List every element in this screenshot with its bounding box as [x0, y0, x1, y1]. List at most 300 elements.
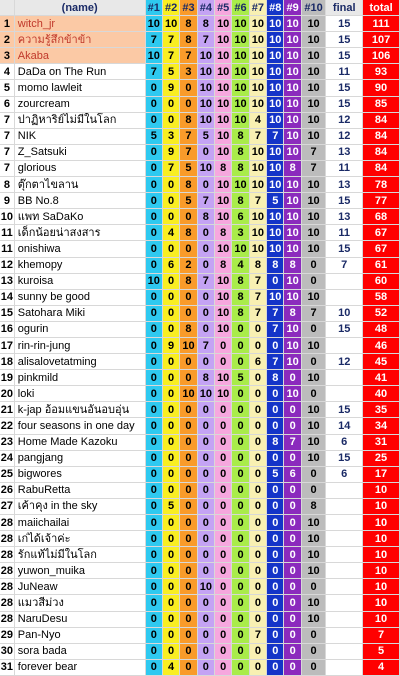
round-score: 0 [232, 386, 249, 402]
final-score [326, 386, 363, 402]
round-score: 0 [180, 531, 197, 547]
player-name: khemopy [14, 257, 145, 273]
round-score: 10 [267, 80, 284, 96]
round-score: 7 [301, 144, 326, 160]
rank-cell: 29 [0, 627, 14, 643]
round-score: 10 [301, 595, 326, 611]
round-score: 10 [215, 241, 232, 257]
player-name: k-jap อ้อมแขนอันอบอุ่น [14, 402, 145, 418]
final-score: 13 [326, 177, 363, 193]
final-score: 10 [326, 305, 363, 321]
table-row [0, 144, 400, 160]
round-score: 0 [284, 482, 301, 498]
round-score: 10 [267, 64, 284, 80]
total-score: 111 [363, 16, 400, 32]
round-score: 0 [197, 321, 214, 337]
round-score: 0 [232, 547, 249, 563]
table-row [0, 627, 400, 643]
round-score: 8 [267, 257, 284, 273]
round-score: 10 [301, 96, 326, 112]
round-score: 10 [215, 96, 232, 112]
player-name: Z_Satsuki [14, 144, 145, 160]
table-row [0, 563, 400, 579]
round-score: 0 [301, 466, 326, 482]
final-score [326, 547, 363, 563]
total-score: 10 [363, 611, 400, 627]
round-score: 10 [267, 225, 284, 241]
round-score: 8 [180, 32, 197, 48]
round-score: 0 [267, 498, 284, 514]
round-score: 0 [249, 531, 266, 547]
round-score: 10 [215, 112, 232, 128]
player-name: แมวสีม่วง [14, 595, 145, 611]
round-score: 0 [180, 209, 197, 225]
round-score: 0 [197, 466, 214, 482]
round-score: 0 [197, 515, 214, 531]
final-score: 15 [326, 241, 363, 257]
player-name: sora bada [14, 643, 145, 659]
round-score: 0 [284, 515, 301, 531]
round-score: 0 [145, 498, 162, 514]
round-score: 0 [215, 531, 232, 547]
round-score: 10 [284, 321, 301, 337]
round-score: 0 [284, 659, 301, 675]
player-name: bigwores [14, 466, 145, 482]
player-name: forever bear [14, 659, 145, 675]
round-score: 10 [249, 160, 266, 176]
total-score: 67 [363, 241, 400, 257]
final-score [326, 337, 363, 353]
total-score: 90 [363, 80, 400, 96]
table-row [0, 177, 400, 193]
round-score: 8 [284, 305, 301, 321]
round-score: 5 [180, 193, 197, 209]
round-score: 10 [232, 64, 249, 80]
round-score: 10 [301, 80, 326, 96]
round-score: 0 [284, 450, 301, 466]
round-score: 0 [145, 386, 162, 402]
round-score: 7 [301, 160, 326, 176]
round-score: 10 [267, 160, 284, 176]
final-score [326, 482, 363, 498]
round-score: 10 [284, 177, 301, 193]
round-score: 7 [284, 434, 301, 450]
round-score: 0 [180, 96, 197, 112]
round-score: 0 [249, 547, 266, 563]
round-score: 0 [301, 386, 326, 402]
table-body [0, 16, 400, 676]
table-row [0, 257, 400, 273]
round-score: 0 [215, 627, 232, 643]
total-score: 25 [363, 450, 400, 466]
round-score: 0 [215, 547, 232, 563]
round-score: 0 [180, 402, 197, 418]
total-score: 67 [363, 225, 400, 241]
round-score: 0 [180, 289, 197, 305]
player-name: รักแท้ไม่มีในโลก [14, 547, 145, 563]
round-score: 5 [267, 466, 284, 482]
player-name: glorious [14, 160, 145, 176]
round-score: 0 [162, 611, 179, 627]
final-score [326, 515, 363, 531]
round-score: 10 [301, 209, 326, 225]
round-score: 0 [215, 595, 232, 611]
round-score: 0 [180, 482, 197, 498]
round-score: 0 [232, 531, 249, 547]
round-score: 7 [301, 305, 326, 321]
round-score: 10 [301, 370, 326, 386]
rank-cell: 15 [0, 305, 14, 321]
round-score: 0 [232, 337, 249, 353]
round-score: 0 [267, 402, 284, 418]
round-score: 0 [145, 482, 162, 498]
round-score: 0 [145, 627, 162, 643]
final-score: 12 [326, 354, 363, 370]
round-score: 0 [249, 466, 266, 482]
round-score: 0 [267, 273, 284, 289]
player-name: rin-rin-jung [14, 337, 145, 353]
player-name: zourcream [14, 96, 145, 112]
round-score: 10 [301, 177, 326, 193]
round-score: 0 [249, 579, 266, 595]
round-score: 7 [249, 289, 266, 305]
round-score: 0 [145, 579, 162, 595]
rank-cell: 28 [0, 531, 14, 547]
round-score: 0 [232, 498, 249, 514]
final-header: final [326, 0, 363, 16]
round-score: 9 [162, 80, 179, 96]
rank-cell: 30 [0, 643, 14, 659]
round-score: 0 [249, 498, 266, 514]
total-score: 4 [363, 659, 400, 675]
table-row [0, 531, 400, 547]
round-score: 0 [232, 450, 249, 466]
round-score: 10 [284, 289, 301, 305]
player-name: ปาฏิหาริย์ไม่มีในโลก [14, 112, 145, 128]
round-score: 7 [249, 305, 266, 321]
round-score: 7 [180, 144, 197, 160]
round-score: 7 [267, 128, 284, 144]
table-row [0, 547, 400, 563]
round-score: 8 [284, 160, 301, 176]
round-score: 10 [232, 112, 249, 128]
round-score: 8 [301, 498, 326, 514]
round-score: 10 [284, 193, 301, 209]
round-score: 0 [232, 611, 249, 627]
round-score: 0 [215, 482, 232, 498]
round-score: 0 [249, 370, 266, 386]
round-score: 0 [284, 418, 301, 434]
round-score: 0 [249, 321, 266, 337]
round-score: 0 [267, 531, 284, 547]
round-score: 0 [284, 611, 301, 627]
rank-cell: 28 [0, 515, 14, 531]
round-score: 0 [145, 337, 162, 353]
table-row [0, 80, 400, 96]
rank-cell: 24 [0, 450, 14, 466]
round-score: 0 [180, 611, 197, 627]
final-score [326, 659, 363, 675]
round-score: 10 [215, 193, 232, 209]
round-score: 0 [215, 515, 232, 531]
round-score: 0 [284, 627, 301, 643]
total-score: 58 [363, 289, 400, 305]
round-score: 0 [301, 257, 326, 273]
round-score: 0 [180, 305, 197, 321]
round-score: 0 [284, 595, 301, 611]
round-score: 0 [232, 354, 249, 370]
round-score: 10 [215, 386, 232, 402]
round-score: 0 [145, 531, 162, 547]
round-header: #9 [284, 0, 301, 16]
player-name: witch_jr [14, 16, 145, 32]
round-score: 10 [197, 579, 214, 595]
round-score: 0 [197, 450, 214, 466]
round-score: 0 [162, 289, 179, 305]
round-score: 0 [215, 418, 232, 434]
round-score: 7 [267, 321, 284, 337]
round-score: 10 [267, 289, 284, 305]
round-score: 10 [232, 32, 249, 48]
round-score: 0 [197, 241, 214, 257]
round-score: 10 [301, 289, 326, 305]
round-score: 0 [180, 579, 197, 595]
round-score: 7 [180, 48, 197, 64]
round-score: 0 [197, 595, 214, 611]
round-score: 0 [197, 289, 214, 305]
round-score: 0 [232, 515, 249, 531]
round-score: 10 [301, 418, 326, 434]
round-score: 10 [284, 112, 301, 128]
table-row [0, 354, 400, 370]
rank-cell: 1 [0, 16, 14, 32]
round-score: 3 [162, 128, 179, 144]
round-score: 0 [215, 466, 232, 482]
round-score: 10 [267, 112, 284, 128]
rank-cell: 5 [0, 80, 14, 96]
final-score: 6 [326, 434, 363, 450]
round-score: 0 [215, 337, 232, 353]
rank-cell: 7 [0, 112, 14, 128]
round-score: 0 [197, 659, 214, 675]
round-score: 0 [301, 354, 326, 370]
player-name: yuwon_muika [14, 563, 145, 579]
table-row [0, 225, 400, 241]
round-score: 10 [267, 32, 284, 48]
round-score: 0 [197, 354, 214, 370]
round-score: 10 [301, 64, 326, 80]
final-score [326, 563, 363, 579]
round-score: 8 [215, 160, 232, 176]
final-score [326, 370, 363, 386]
round-score: 10 [284, 209, 301, 225]
round-score: 4 [249, 112, 266, 128]
round-score: 0 [267, 482, 284, 498]
player-name: JuNeaw [14, 579, 145, 595]
rank-cell: 28 [0, 547, 14, 563]
round-score: 0 [180, 370, 197, 386]
rank-cell: 13 [0, 273, 14, 289]
rank-cell: 22 [0, 418, 14, 434]
table-row [0, 321, 400, 337]
round-score: 0 [162, 96, 179, 112]
round-score: 0 [145, 80, 162, 96]
round-score: 10 [145, 273, 162, 289]
player-name: kuroisa [14, 273, 145, 289]
round-score: 0 [267, 627, 284, 643]
final-score: 15 [326, 32, 363, 48]
rank-cell: 26 [0, 482, 14, 498]
total-score: 106 [363, 48, 400, 64]
player-name: NaruDesu [14, 611, 145, 627]
round-score: 10 [232, 48, 249, 64]
round-score: 0 [180, 515, 197, 531]
total-score: 84 [363, 160, 400, 176]
round-score: 0 [232, 482, 249, 498]
final-score [326, 273, 363, 289]
total-score: 84 [363, 112, 400, 128]
round-score: 10 [267, 48, 284, 64]
round-score: 0 [232, 595, 249, 611]
round-score: 5 [145, 128, 162, 144]
round-score: 0 [180, 450, 197, 466]
rank-cell: 18 [0, 354, 14, 370]
total-score: 10 [363, 595, 400, 611]
round-score: 8 [232, 128, 249, 144]
round-header: #8 [267, 0, 284, 16]
round-score: 8 [232, 273, 249, 289]
header-row [0, 0, 400, 16]
round-score: 10 [284, 48, 301, 64]
total-score: 46 [363, 337, 400, 353]
round-score: 10 [232, 96, 249, 112]
round-score: 10 [232, 16, 249, 32]
round-score: 7 [162, 32, 179, 48]
player-name: NIK [14, 128, 145, 144]
final-score [326, 595, 363, 611]
round-score: 0 [197, 498, 214, 514]
table-row [0, 386, 400, 402]
final-score: 15 [326, 96, 363, 112]
round-score: 8 [232, 289, 249, 305]
round-score: 0 [197, 305, 214, 321]
round-score: 0 [162, 547, 179, 563]
round-score: 0 [284, 531, 301, 547]
final-score [326, 289, 363, 305]
round-header: #5 [215, 0, 232, 16]
round-score: 0 [215, 450, 232, 466]
round-score: 8 [267, 434, 284, 450]
round-score: 10 [197, 112, 214, 128]
round-score: 10 [197, 48, 214, 64]
round-score: 0 [162, 418, 179, 434]
total-score: 35 [363, 402, 400, 418]
round-score: 10 [249, 209, 266, 225]
rank-cell: 6 [0, 96, 14, 112]
round-score: 10 [301, 128, 326, 144]
round-score: 10 [301, 515, 326, 531]
round-score: 8 [180, 273, 197, 289]
round-score: 10 [284, 273, 301, 289]
round-score: 8 [284, 257, 301, 273]
round-score: 10 [249, 64, 266, 80]
total-score: 10 [363, 579, 400, 595]
table-row [0, 32, 400, 48]
round-score: 0 [249, 611, 266, 627]
table-row [0, 64, 400, 80]
round-score: 0 [284, 547, 301, 563]
table-row [0, 466, 400, 482]
player-name: Satohara Miki [14, 305, 145, 321]
round-score: 0 [284, 498, 301, 514]
round-score: 0 [197, 643, 214, 659]
round-score: 0 [145, 225, 162, 241]
total-score: 10 [363, 531, 400, 547]
round-score: 0 [197, 402, 214, 418]
round-score: 10 [301, 611, 326, 627]
round-score: 0 [145, 450, 162, 466]
round-score: 8 [180, 225, 197, 241]
round-score: 0 [145, 209, 162, 225]
total-score: 68 [363, 209, 400, 225]
rank-cell: 21 [0, 402, 14, 418]
round-score: 6 [249, 354, 266, 370]
round-score: 0 [145, 321, 162, 337]
round-score: 6 [284, 466, 301, 482]
round-score: 0 [162, 595, 179, 611]
player-name: ตุ๊กตาไขลาน [14, 177, 145, 193]
round-score: 0 [301, 643, 326, 659]
round-score: 5 [232, 370, 249, 386]
round-score: 0 [284, 643, 301, 659]
final-score: 12 [326, 128, 363, 144]
round-score: 0 [162, 643, 179, 659]
round-score: 0 [301, 482, 326, 498]
round-score: 8 [180, 16, 197, 32]
round-score: 0 [180, 595, 197, 611]
player-name: ogurin [14, 321, 145, 337]
round-score: 0 [145, 643, 162, 659]
round-score: 0 [162, 515, 179, 531]
player-name: sunny be good [14, 289, 145, 305]
round-score: 10 [284, 32, 301, 48]
total-score: 52 [363, 305, 400, 321]
round-score: 10 [215, 209, 232, 225]
total-score: 85 [363, 96, 400, 112]
round-score: 0 [162, 482, 179, 498]
final-score: 15 [326, 48, 363, 64]
round-score: 0 [162, 531, 179, 547]
table-row [0, 193, 400, 209]
round-score: 10 [284, 144, 301, 160]
round-score: 0 [249, 643, 266, 659]
round-score: 0 [232, 563, 249, 579]
round-score: 0 [249, 386, 266, 402]
round-score: 0 [249, 563, 266, 579]
round-score: 0 [301, 321, 326, 337]
final-score: 12 [326, 112, 363, 128]
round-score: 10 [249, 80, 266, 96]
round-score: 0 [197, 434, 214, 450]
player-name: loki [14, 386, 145, 402]
round-score: 8 [267, 370, 284, 386]
round-score: 7 [249, 193, 266, 209]
round-score: 10 [145, 16, 162, 32]
final-score: 11 [326, 225, 363, 241]
round-score: 0 [145, 611, 162, 627]
final-score: 7 [326, 257, 363, 273]
table-row [0, 498, 400, 514]
